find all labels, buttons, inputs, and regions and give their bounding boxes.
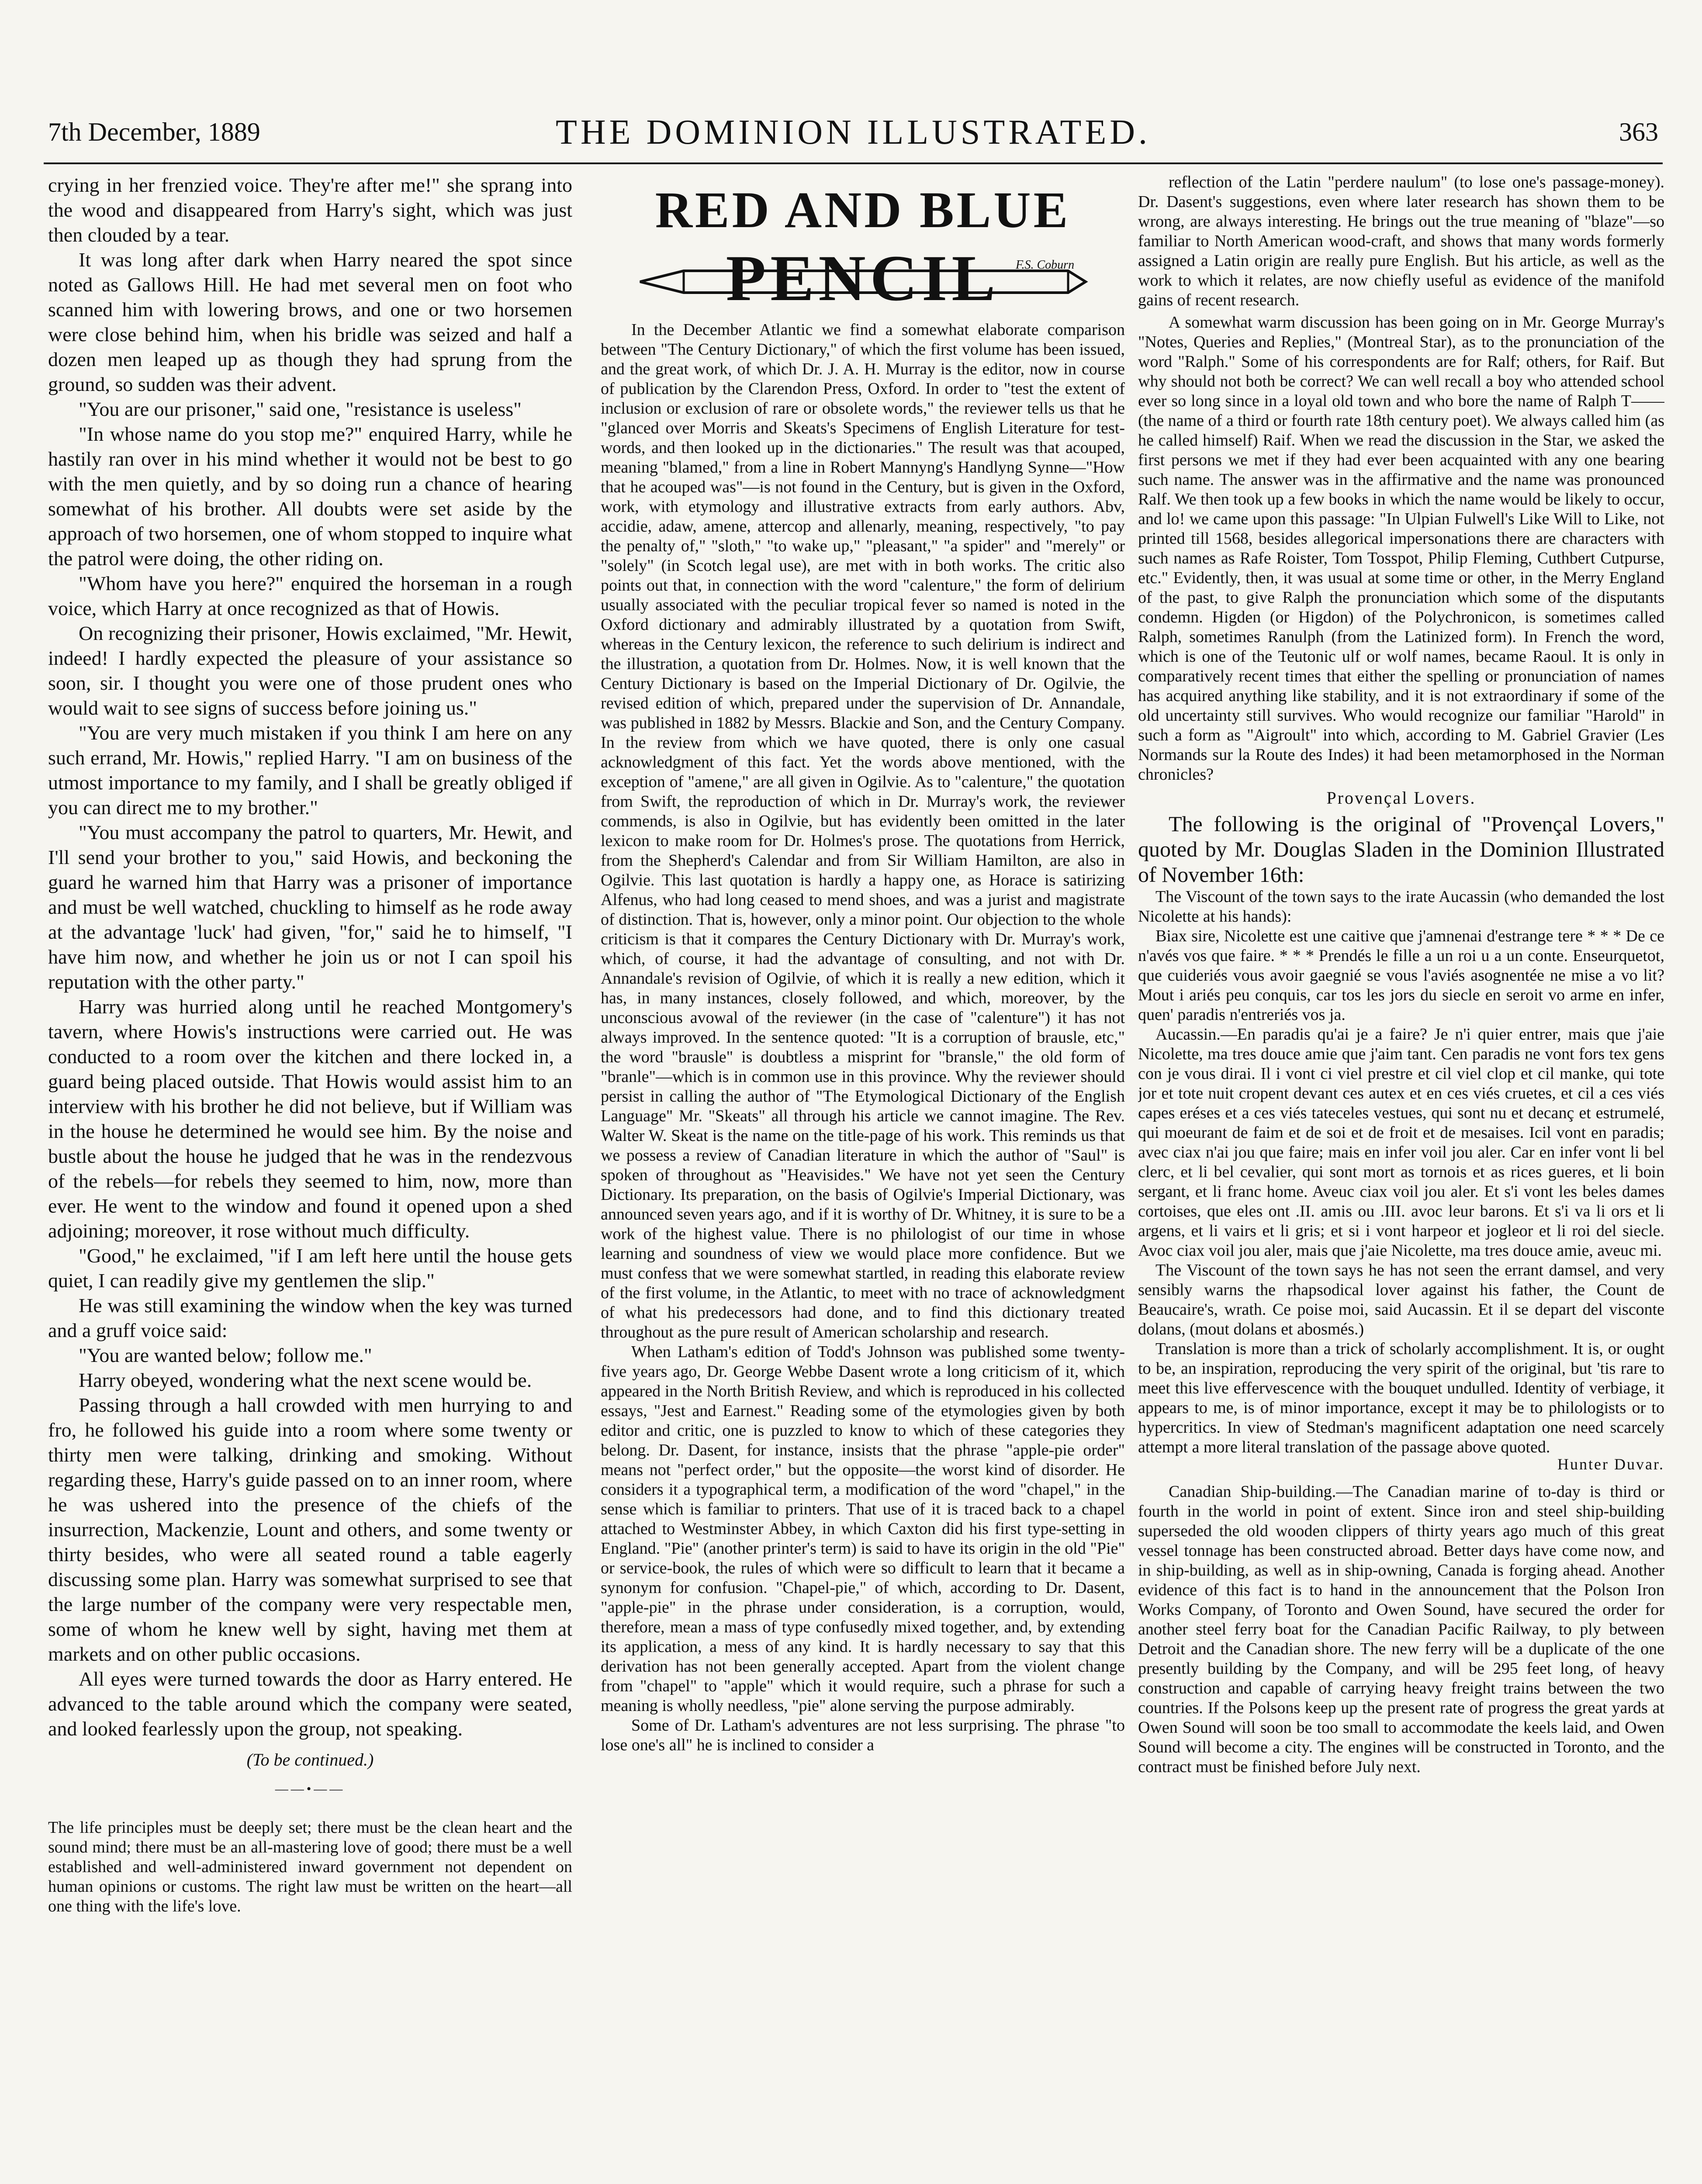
logo-line2: PENCIL xyxy=(726,242,1000,312)
logo-artist: F.S. Coburn xyxy=(1016,258,1075,272)
story-paragraph: "You are our prisoner," said one, "resistance is useless" xyxy=(79,398,522,420)
article-paragraph: In the December Atlantic we find a somewhat elaborate comparison between "The Century Dictionary," of which the first volume has been issued, and the great work, of which Dr. J. A. H. Murray is the editor, now in course of publication by the Clarendon Press, Oxford. In order to "test the extent of inclusion or exclusion of rare or obsolete words," the reviewer tells us that he "glanced over Morris and Skeats's Specimens of English Literature for test-words, and then looked up in the dictionaries." The result was that acouped, meaning "blamed," from a line in Robert Mannyng's Handlyng Synne—"How that he acouped was"—is not found in the Century, but is given in the Oxford, work, with etymology and illustrative extracts from early authors. Abv, accidie, adaw, amene, attercop and allenarly, meaning, respectively, "to pay the penalty of," "sloth," "to wake up," "pleasant," "a spider" and "merely" or "solely" (in Scotch legal use), are met with in both works. The critic also points out that, in connection with the word "calenture," the form of delirium usually associated with the peculiar tropical fever so named is noted in the Oxford dictionary and admirably illustrated by a quotation from Swift, whereas in the Century lexicon, the reference to such delirium is indirect and the illustration, a quotation from Dr. Holmes. Now, it is well known that the Century Dictionary is based on the Imperial Dictionary of Dr. Ogilvie, the revised edition of which, prepared under the supervision of Dr. Annandale, was published in 1882 by Messrs. Blackie and Son, and the Century Company. In the review from which we have quoted, there is only one casual acknowledgment of this fact. Yet the words above mentioned, with the exception of "amene," are all given in Ogilvie. As to "calenture," the quotation from Swift, the reproduction of which in Dr. Murray's work, the reviewer commends, is also in Ogilvie, but has evidently been omitted in the later lexicon to make room for Dr. Holmes's prose. The quotations from Herrick, from the Shepherd's Calendar and from Sir William Hamilton, are also in Ogilvie. This last quotation is hardly a happy one, as Horace is satirizing Alfenus, who had long ceased to mend shoes, and was a jurist and magistrate of distinction. That is, however, only a minor point. Our objection to the whole criticism is that it compares the Century Dictionary with Dr. Murray's work, which, of course, it had the advantage of consulting, and not with Dr. Annandale's revision of Ogilvie, of which it is really a new edition, which it has, in many instances, closely followed, and which, moreover, by the unconscious avowal of the reviewer (in the case of "calenture") it has not always improved. In the sentence quoted: "It is a corruption of brausle, etc," the word "brausle" is doubtless a misprint for "bransle," the old form of "branle"—which is in common use in this province. Why the reviewer should persist in calling the author of "The Etymological Dictionary of the English Language" Mr. "Skeats" all through his article we cannot imagine. The Rev. Walter W. Skeat is the name on the title-page of his work. This reminds us that we possess a review of Canadian literature in which the author of "Saul" is spoken of throughout as "Heavisides." We have not yet seen the Century Dictionary. Its preparation, on the basis of Ogilvie's Imperial Dictionary, was announced seven years ago, and if it is worthy of Dr. Whitney, it is sure to be a work of the highest value. There is no philologist of our time in whose learning and soundness of view we would place more confidence. But we must confess that we were somewhat startled, in reading this elaborate review of the first volume, in the Atlantic, to meet with no trace of acknowledgment of what his predecessors had done, and to find this dictionary treated throughout as the pure result of American scholarship and research. xyxy=(601,321,1125,1341)
section-heading-provencal-lovers: Provençal Lovers. xyxy=(1326,788,1476,808)
column-serial-story xyxy=(48,173,572,2184)
story-paragraph: crying in her frenzied voice. They're after me!" she sprang into the wood and disappeared from Harry's sight, which was just then clouded by a tear. xyxy=(48,174,572,246)
story-paragraph: On recognizing their prisoner, Howis exclaimed, "Mr. Hewit, indeed! I hardly expected the pleasure of your assistance so soon, sir. I thought you were one of those prudent ones who would wait to see signs of success before joining us." xyxy=(48,622,572,719)
french-paragraph: Aucassin.—En paradis qu'ai je a faire? Je n'i quier entrer, mais que j'aie Nicolette, ma tres douce amie que j'aim tant. Cen paradis ne vont fors tex gens con je vous dirai. Il i vont ci viel prestre et cil viel clop et cil manke, qui tote jor et tote nuit cropent devant ces autex et en ces viés cruetes, et cil a ces viés capes eréses et a ces viés tateceles vestues, qui sont nu et decanç et estrumelé, qui moeurant de faim et de soi et de froit et de mesaises. Icil vont en paradis; avec ciax n'ai jou que faire; mais en infer voil jou aler. Car en infer vont li bel clerc, et li bel cevalier, qui sont mort as tornois et as rices gueres, et li boin sergant, et li franc home. Aveuc ciax voil jou aler. Et s'i vont les beles dames cortoises, que eles ont .II. amis ou .III. avoc leur barons. Et s'i va li ors et li argens, et li vairs et li gris; et si i vont harpeor et jogleor et li roi del siecle. Avoc ciax voil jou aler, mais que j'aie Nicolette, ma tres douce amie, aveuc mi. xyxy=(1138,1025,1664,1260)
header-rule xyxy=(44,162,1663,164)
story-paragraph: "Good," he exclaimed, "if I am left here until the house gets quiet, I can readily give my gentlemen the slip." xyxy=(48,1244,572,1292)
story-paragraph: "You are very much mistaken if you think I am here on any such errand, Mr. Howis," replied Harry. "I am on business of the utmost importance to my family, and I shall be greatly obliged if you can direct me to my brother." xyxy=(48,722,572,819)
author-signature: Hunter Duvar. xyxy=(1557,1455,1664,1473)
issue-date: 7th December, 1889 xyxy=(48,117,260,146)
story-paragraph: "You are wanted below; follow me." xyxy=(79,1344,372,1366)
story-paragraph: "In whose name do you stop me?" enquired Harry, while he hastily ran over in his mind whether it would not be best to go with the men quietly, and by so doing run a chance of hearing somewhat of his brother. All doubts were set aside by the approach of two horsemen, one of whom stopped to inquire what the patrol were doing, the other riding on. xyxy=(48,423,572,570)
story-paragraph: It was long after dark when Harry neared the spot since noted as Gallows Hill. He had met several men on foot who scanned him with lowering brows, and one or two horsemen were close behind him, when his bridle was seized and half a dozen men leaped up as though they had sprung from the ground, so sudden was their advent. xyxy=(48,249,572,395)
story-paragraph: He was still examining the window when the key was turned and a gruff voice said: xyxy=(48,1294,572,1341)
story-paragraph: Harry obeyed, wondering what the next scene would be. xyxy=(79,1369,532,1391)
shipbuilding-paragraph: Canadian Ship-building.—The Canadian marine of to-day is third or fourth in the world in point of extent. Since iron and steel ship-building superseded the old wooden clippers of thirty years ago much of this great vessel tonnage has been constructed abroad. Better days have come now, and in ship-building, as well as in ship-owning, Canada is forging ahead. Another evidence of this fact is to hand in the announcement that the Polson Iron Works Company, of Toronto and Owen Sound, have secured the order for another steel ferry boat for the Canadian Pacific Railway, to ply between Detroit and the Canadian shore. The new ferry will be a duplicate of the one presently building by the Company, and will be 295 feet long, of heavy construction and capable of carrying heavy freight trains between the two countries. If the Polsons keep up the present rate of progress the great yards at Owen Sound will soon be too small to accommodate the keels laid, and Owen Sound will become a city. The engines will be constructed in Toronto, and the contract must be finished before July next. xyxy=(1138,1482,1664,1776)
logo-line1: RED AND BLUE xyxy=(655,181,1071,238)
story-paragraph: Passing through a hall crowded with men hurrying to and fro, he followed his guide into a room where some twenty or thirty men were talking, drinking and smoking. Without regarding these, Harry's guide passed on to an inner room, where he was ushered into the presence of the chiefs of the insurrection, Mackenzie, Lount and others, and some twenty or thirty besides, who were all seated round a table eagerly discussing some plan. Harry was somewhat surprised to see that the large number of the company were very respectable men, some of whom he knew well by sight, having met them at markets and on other public occasions. xyxy=(48,1394,572,1665)
french-paragraph: The Viscount of the town says to the irate Aucassin (who demanded the lost Nicolette at his hands): xyxy=(1138,888,1664,926)
story-paragraph: All eyes were turned towards the door as Harry entered. He advanced to the table around which the company were seated, and looked fearlessly upon the group, not speaking. xyxy=(48,1668,572,1740)
page-number: 363 xyxy=(1619,117,1658,146)
provencal-lead: The following is the original of "Provençal Lovers," quoted by Mr. Douglas Sladen in the Dominion Illustrated of November 16th: xyxy=(1138,812,1664,887)
article-paragraph: Some of Dr. Latham's adventures are not less surprising. The phrase "to lose one's all" he is inclined to consider a xyxy=(601,1716,1125,1754)
article-paragraph: reflection of the Latin "perdere naulum" (to lose one's passage-money). Dr. Dasent's suggestions, even where later research has shown them to be wrong, are always interesting. He brings out the true meaning of "blaze"—so familiar to North American wood-craft, and shows that many words formerly assigned a Latin origin are really pure English. But his article, as well as the work to which it relates, are now chiefly useful as evidence of the manifold gains of recent research. xyxy=(1138,173,1664,309)
essay-text: The life principles must be deeply set; there must be the clean heart and the sound mind; there must be an all-mastering love of good; there must be a well established and well-administered inward government not dependent on human opinions or customs. The right law must be written on the heart—all one thing with the life's love. xyxy=(48,1818,572,1915)
page-header xyxy=(48,109,1658,157)
publication-title: THE DOMINION ILLUSTRATED. xyxy=(555,113,1151,152)
section-divider: ——•—— xyxy=(275,1782,346,1796)
article-paragraph: A somewhat warm discussion has been going on in Mr. George Murray's "Notes, Queries and Replies," (Montreal Star), as to the pronunciation of the word "Ralph." Some of his correspondents are for Ralf; others, for Raif. But why should not both be correct? We can well recall a boy who attended school ever so long since in a loyal old town and who bore the name of Ralph T—— (the name of a third or fourth rate 18th century poet). We always called him (as he called himself) Raif. When we read the discussion in the Star, we asked the first persons we met if they had ever been acquainted with any one bearing such name. The answer was in the affirmative and the name was pronounced Ralf. We then took up a few books in which the name would be likely to occur, and lo! we came upon this passage: "In Ulpian Fulwell's Like Will to Like, not printed till 1568, besides allegorical impersonations there are characters with such names as Rafe Roister, Tom Tosspot, Philip Fleming, Cuthbert Cutpurse, etc." Evidently, then, it was usual at some time or other, in the Merry England of the past, to give Ralph the pronunciation which some of the disputants condemn. Higden (or Higdon) of the Polychronicon, is sometimes called Ralph, sometimes Ranulph (from the Latinized form). In French the word, which is one of the Teutonic ulf or wolf names, became Raoul. It is only in comparatively recent times that either the spelling or pronunciation of names has acquired anything like stability, and it is not extraordinary if some of the old uncertainty still survives. Who would recognize our familiar "Harold" in such a form as "Aigroult" into which, according to M. Gabriel Gravier (Les Normands sur la Route des Indes) it had been metamorphosed in the Norman chronicles? xyxy=(1138,313,1664,784)
to-be-continued: (To be continued.) xyxy=(246,1750,374,1769)
story-paragraph: "You must accompany the patrol to quarters, Mr. Hewit, and I'll send your brother to you," said Howis, and beckoning the guard he warned him that Harry was a prisoner of importance and must be well watched, chuckling to himself as he rode away at the advantage 'luck' had given, "for," said he to himself, "I have him now, and whether he join us or not I can spoil his reputation with the other party." xyxy=(48,821,572,993)
french-passage xyxy=(1138,887,1664,1457)
french-paragraph: The Viscount of the town says he has not seen the errant damsel, and very sensibly warns the rhapsodical lover against his father, the Count de Beaucaire's, wrath. Ce poise moi, said Aucassin. Et il se depart del visconte dolans, (mout dolans et abosmés.) xyxy=(1138,1261,1664,1338)
column-red-and-blue-pencil xyxy=(601,173,1125,2184)
story-paragraph: Harry was hurried along until he reached Montgomery's tavern, where Howis's instructions were carried out. He was conducted to a room over the kitchen and there locked in, a guard being placed outside. That Howis would assist him to an interview with his brother he did not believe, but if William was in the house he determined he would see him. By the noise and bustle about the house he judged that he was in the rendezvous of the rebels—for rebels they seemed to him, now, more than ever. He went to the window and found it opened upon a shed adjoining; moreover, it rose without much difficulty. xyxy=(48,995,572,1242)
red-and-blue-pencil-logo xyxy=(631,181,1094,312)
story-paragraph: "Whom have you here?" enquired the horseman in a rough voice, which Harry at once recognized as that of Howis. xyxy=(48,572,572,619)
essay-paragraph xyxy=(48,1818,572,1916)
column-continuation xyxy=(1138,173,1664,2184)
french-paragraph: Biax sire, Nicolette est une caitive que j'amnenai d'estrange tere * * * De ce n'avés vos que faire. * * * Prendés le fille a un roi u a un conte. Enseurquetot, que cuideriés vous avoir gaegnié se vous l'aviés asognentée ne mise a vo lit? Mout i ariés peu conquis, car tos les jors du siecle en seroit vo arme en infer, quen' paradis n'entreriés vos ja. xyxy=(1138,927,1664,1024)
french-paragraph: Translation is more than a trick of scholarly accomplishment. It is, or ought to be, an inspiration, reproducing the very spirit of the original, but 'tis rare to meet this live effervescence with the bouquet undulled. Identity of verbiage, it appears to me, is of minor importance, except it may be to philologists or to hypercritics. In view of Stedman's magnificent adaptation one need scarcely attempt a more literal translation of the passage above quoted. xyxy=(1138,1340,1664,1456)
article-paragraph: When Latham's edition of Todd's Johnson was published some twenty-five years ago, Dr. George Webbe Dasent wrote a long criticism of it, which appeared in the North British Review, and which is reproduced in his collected essays, "Jest and Earnest." Reading some of the etymologies given by both editor and critic, one is puzzled to know to which of these categories they belong. Dr. Dasent, for instance, insists that the phrase "apple-pie order" means not "perfect order," but the opposite—the worst kind of disorder. He considers it a typographical term, a modification of the word "chapel," in the sense which is familiar to printers. That use of it is traced back to a chapel attached to Westminster Abbey, in which Caxton did his first type-setting in England. "Pie" (another printer's term) is said to have its origin in the old "Pie" or service-book, the rules of which were so difficult to learn that it became a synonym for confusion. "Chapel-pie," of which, according to Dr. Dasent, "apple-pie" in the phrase under consideration, is a corruption, would, therefore, mean a mass of type confusedly mixed together, and, by extending its application, a mess of any kind. It is hardly necessary to say that this derivation has not been generally accepted. Apart from the violent change from "chapel" to "apple" which it would require, such a phrase for such a meaning is wholly needless, "pie" alone serving the purpose admirably. xyxy=(601,1343,1125,1715)
